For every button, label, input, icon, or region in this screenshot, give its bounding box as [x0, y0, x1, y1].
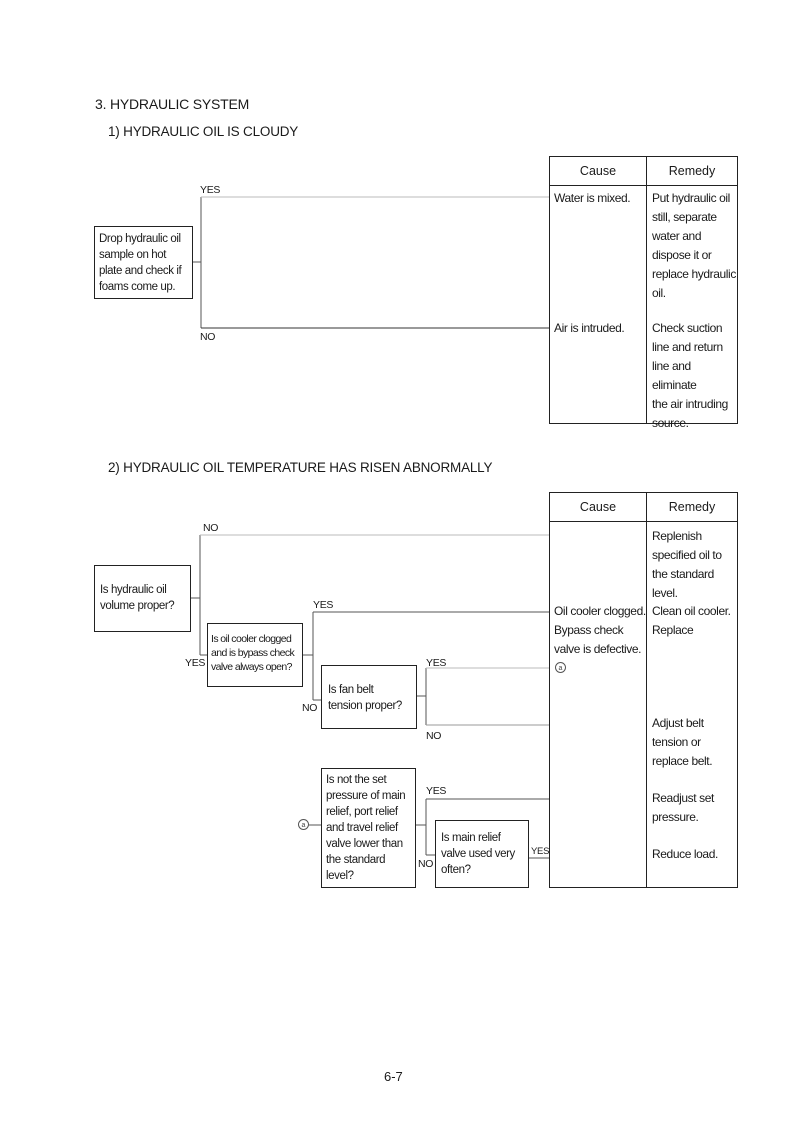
page-number: 6-7 — [384, 1069, 403, 1084]
remedy-check-suction: Check suction line and return line and eliminate the air intruding source. — [652, 321, 728, 430]
flow2-title: 2) HYDRAULIC OIL TEMPERATURE HAS RISEN ABNORMALLY — [108, 460, 493, 475]
cause-header: Cause — [579, 500, 617, 514]
flow2-q4-box: Is not the set pressure of main relief, port relief and travel relief valve lower than the standard level? — [321, 768, 416, 888]
flow1-cause-remedy-table — [549, 156, 738, 430]
flow2-q1-box: Is hydraulic oil volume proper? — [94, 565, 191, 632]
remedy-header: Remedy — [668, 500, 716, 514]
flow2-q1-no-label: NO — [203, 522, 219, 534]
flow2-q4-no-label: NO — [418, 858, 434, 870]
flow1-question-box: Drop hydraulic oil sample on hot plate and check if foams come up. — [94, 226, 193, 299]
flow2-q2-box: Is oil cooler clogged and is bypass check valve always open? — [207, 623, 303, 687]
remedy-separate-water: Put hydraulic oil still, separate water and dispose it or replace hydraulic oil. — [652, 191, 736, 300]
cause-oil-cooler-clogged: Oil cooler clogged. Bypass check valve is defective. — [554, 604, 646, 656]
flow2-q4-yes-label: YES — [426, 785, 447, 797]
cause-water-mixed: Water is mixed. — [554, 191, 631, 205]
flow2-q2-no-label: NO — [302, 702, 318, 714]
flow2-cause-remedy-table — [549, 492, 738, 888]
flow2-q3-box: Is fan belt tension proper? — [321, 665, 417, 729]
cause-header: Cause — [579, 164, 617, 178]
flow2-q5-box: Is main relief valve used very often? — [435, 820, 529, 888]
table-header-divider — [550, 185, 737, 186]
remedy-clean-oil-cooler: Clean oil cooler. Replace — [652, 604, 731, 637]
table-header-divider — [550, 521, 737, 522]
connector-a-marker: a — [298, 819, 309, 830]
flow2-q1-yes-label: YES — [185, 657, 206, 669]
flow1-title: 1) HYDRAULIC OIL IS CLOUDY — [108, 124, 299, 139]
flow1-yes-label: YES — [200, 184, 221, 196]
flow2-q2-yes-label: YES — [313, 599, 334, 611]
remedy-replenish: Replenish specified oil to the standard level. — [652, 529, 722, 600]
flow1-no-label: NO — [200, 331, 216, 343]
table-column-divider — [646, 493, 647, 887]
remedy-reduce-load: Reduce load. — [652, 847, 718, 861]
cause-air-intruded: Air is intruded. — [554, 321, 625, 335]
section-title: 3. HYDRAULIC SYSTEM — [95, 96, 250, 112]
flow2-q3-no-label: NO — [426, 730, 442, 742]
flow2-q3-yes-label: YES — [426, 657, 447, 669]
remedy-adjust-belt: Adjust belt tension or replace belt. — [652, 716, 713, 768]
flow2-q5-yes-label: YES — [531, 846, 550, 857]
remedy-readjust-pressure: Readjust set pressure. — [652, 791, 714, 824]
remedy-header: Remedy — [668, 164, 716, 178]
table-column-divider — [646, 157, 647, 423]
connector-a-marker: a — [555, 662, 566, 673]
